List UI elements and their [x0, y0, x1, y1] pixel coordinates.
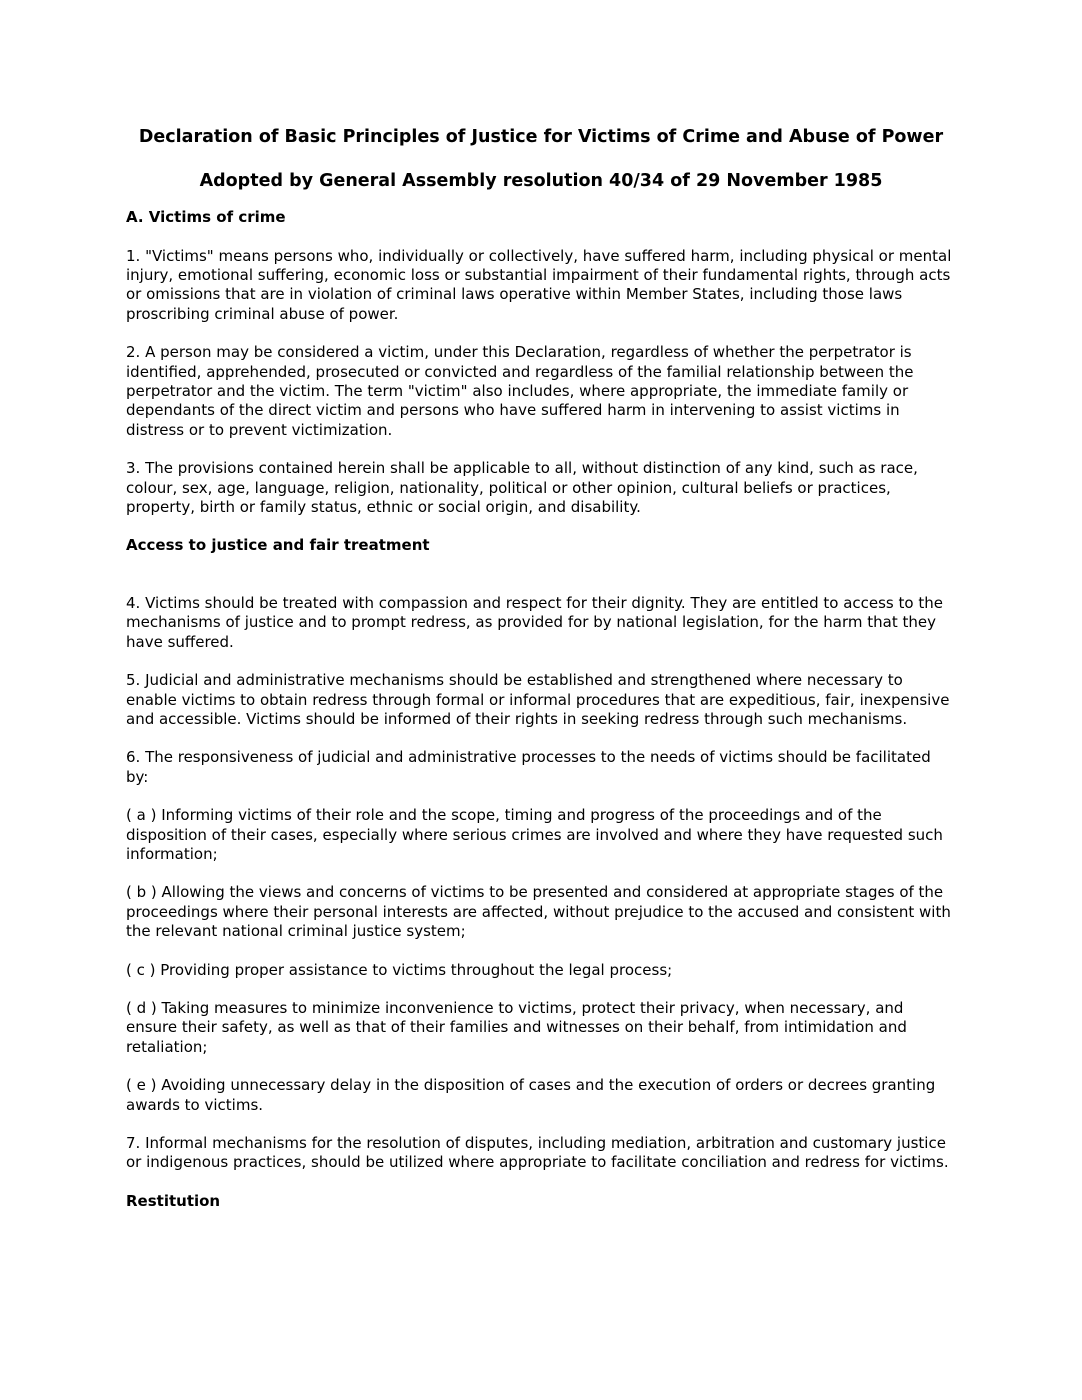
paragraph-6: 6. The responsiveness of judicial and administrative processes to the needs of victims should be facilitated by: [126, 748, 931, 786]
paragraph-3: 3. The provisions contained herein shall be applicable to all, without distinction of any kind, such as race, colour, sex, age, language, religion, nationality, political or other opinion, cultural beliefs or practices, property, birth or family status, ethnic or social origin, and disability. [126, 459, 918, 516]
section-heading-access-to-justice: Access to justice and fair treatment [126, 536, 430, 555]
section-heading-victims-of-crime: A. Victims of crime [126, 208, 286, 226]
paragraph-1: 1. "Victims" means persons who, individually or collectively, have suffered harm, including physical or mental injury, emotional suffering, economic loss or substantial impairment of their fundamental rights, through acts or omissions that are in violation of criminal laws operative within Member States, including those laws proscribing criminal abuse of power. [126, 246, 952, 323]
paragraph-6e: ( e ) Avoiding unnecessary delay in the disposition of cases and the execution of orders or decrees granting awards to victims. [126, 1076, 936, 1114]
section-heading-restitution: Restitution [126, 1191, 221, 1210]
document-subtitle: Adopted by General Assembly resolution 40/34 of 29 November 1985 [199, 171, 883, 191]
document-title: Declaration of Basic Principles of Justice for Victims of Crime and Abuse of Power [138, 127, 944, 147]
paragraph-6d: ( d ) Taking measures to minimize inconvenience to victims, protect their privacy, when necessary, and ensure their safety, as well as that of their families and witnesses on their behalf, from intimidation and retaliation; [126, 998, 907, 1056]
paragraph-6a: ( a ) Informing victims of their role and the scope, timing and progress of the proceedings and of the disposition of their cases, especially where serious crimes are involved and where they have requested such information; [126, 806, 943, 863]
paragraph-2: 2. A person may be considered a victim, under this Declaration, regardless of whether the perpetrator is identified, apprehended, prosecuted or convicted and regardless of the familial relationship between the perpetrator and the victim. The term "victim" also includes, where appropriate, the immediate family or dependants of the direct victim and persons who have suffered harm in intervening to assist victims in distress or to prevent victimization. [126, 343, 914, 439]
paragraph-7: 7. Informal mechanisms for the resolution of disputes, including mediation, arbitration and customary justice or indigenous practices, should be utilized where appropriate to facilitate conciliation and redress for victims. [126, 1134, 949, 1172]
paragraph-4: 4. Victims should be treated with compassion and respect for their dignity. They are entitled to access to the mechanisms of justice and to prompt redress, as provided for by national legislation, for the harm that they have suffered. [126, 593, 943, 651]
paragraph-6b: ( b ) Allowing the views and concerns of victims to be presented and considered at appropriate stages of the proceedings where their personal interests are affected, without prejudice to the accused and consistent with the relevant national criminal justice system; [126, 883, 951, 941]
paragraph-5: 5. Judicial and administrative mechanisms should be established and strengthened where necessary to enable victims to obtain redress through formal or informal procedures that are expeditious, fair, inexpensive and accessible. Victims should be informed of their rights in seeking redress through such mechanisms. [126, 671, 950, 728]
document-page [126, 122, 956, 1211]
paragraph-6c: ( c ) Providing proper assistance to victims throughout the legal process; [126, 960, 673, 979]
